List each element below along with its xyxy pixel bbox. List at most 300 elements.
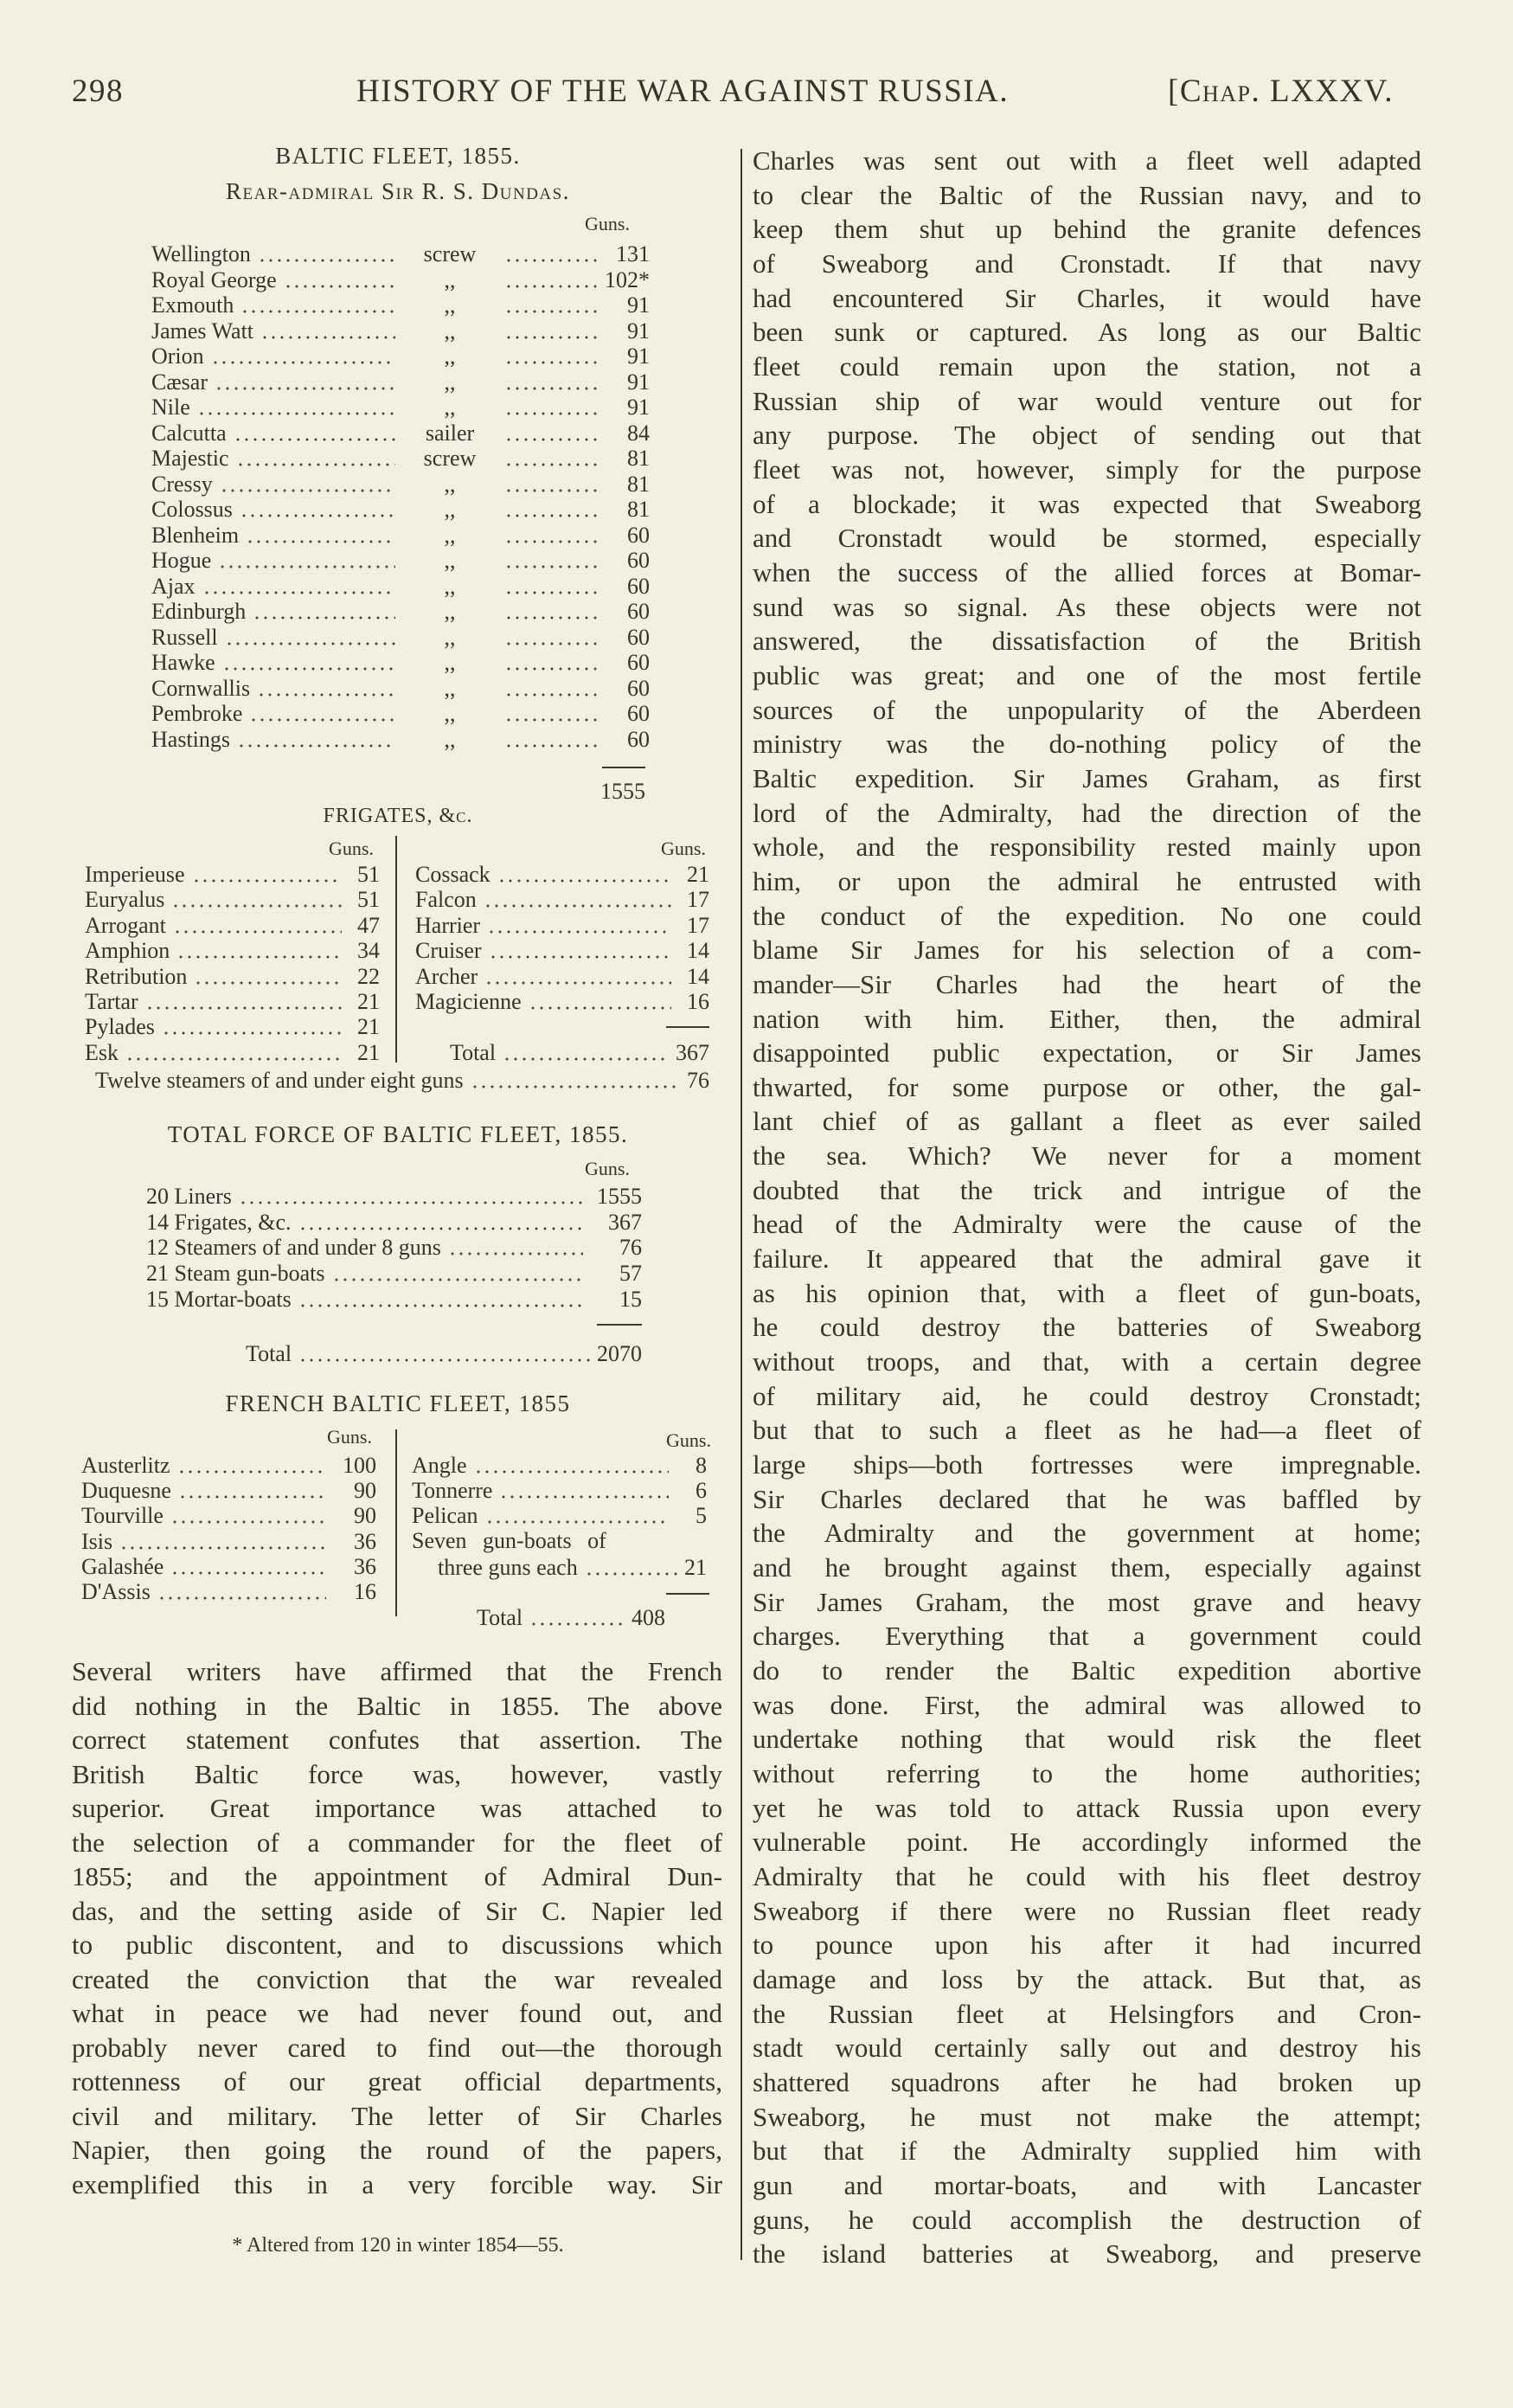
table-row (151, 472, 650, 498)
dot-leader (504, 310, 598, 313)
gun-count: 36 (354, 1528, 376, 1554)
text-line: Baltic expedition. Sir James Graham, as first (753, 762, 1421, 793)
dot-leader (585, 1572, 677, 1576)
text-line: mander—Sir Charles had the heart of the (753, 968, 1421, 999)
table-row (151, 344, 650, 369)
ship-name: D'Assis (81, 1579, 151, 1604)
text-line: Russian ship of war would venture out for (753, 385, 1421, 416)
table-row (151, 241, 650, 267)
text-line: the Admiralty and the government at home; (753, 1518, 1421, 1549)
gun-count: 22 (357, 963, 380, 989)
text-line: blame Sir James for his selection of a com- (753, 934, 1421, 966)
ship-name: Duquesne (81, 1478, 171, 1504)
sum-rule (666, 1593, 709, 1595)
dot-leader (504, 361, 598, 364)
propulsion-type: sailer (425, 420, 475, 446)
text-line: do to render the Baltic expedition abortive (753, 1655, 1421, 1686)
text-line: did nothing in the Baltic in 1855. The above (72, 1690, 722, 1721)
propulsion-type: ,, (444, 344, 456, 369)
french-total-label: Total (477, 1605, 523, 1630)
steamers-guns: 76 (687, 1068, 709, 1093)
guns-header: Guns. (666, 1429, 711, 1451)
text-line: created the conviction that the war revealed (72, 1963, 722, 1994)
baltic-fleet-subtitle: Rear-admiral Sir R. S. Dundas. (226, 178, 570, 204)
dot-leader (504, 540, 598, 543)
text-line: damage and loss by the attack. But that, as (753, 1963, 1421, 1994)
text-line: of Sweaborg and Cronstadt. If that navy (753, 247, 1421, 279)
text-line: he could destroy the batteries of Sweaborg (753, 1312, 1421, 1343)
dot-leader (192, 879, 342, 883)
text-line: sund was so signal. As these objects were not (753, 591, 1421, 622)
gun-count: 6 (696, 1478, 707, 1504)
ship-name: Edinburgh (151, 599, 247, 624)
text-line: Admiralty that he could with his fleet destroy (753, 1861, 1421, 1891)
table-row (151, 267, 650, 293)
guns-header: Guns. (661, 838, 706, 859)
ship-name: Cornwallis (151, 675, 251, 701)
ship-name: Arrogant (85, 912, 166, 938)
ship-name: 14 Frigates, &c. (146, 1209, 292, 1235)
gun-count: 60 (627, 522, 650, 548)
text-line: public was great; and one of the most fertile (753, 659, 1421, 690)
dot-leader (178, 1495, 326, 1499)
table-row (151, 497, 650, 523)
text-line: to clear the Baltic of the Russian navy, and to (753, 179, 1421, 210)
text-line: head of the Admiralty were the cause of the (753, 1209, 1421, 1240)
dot-leader (504, 463, 598, 466)
table-row (151, 318, 650, 344)
ship-name: Orion (151, 344, 204, 369)
table-row (81, 1503, 376, 1529)
gun-count: 21 (357, 1014, 380, 1040)
text-line: fleet could remain upon the station, not a (753, 350, 1421, 382)
gun-count: 60 (627, 599, 650, 624)
gun-count: 17 (687, 912, 709, 938)
dot-leader (487, 930, 671, 934)
dot-leader (237, 744, 395, 748)
sum-rule (666, 1026, 709, 1028)
ship-name: Colossus (151, 497, 233, 522)
guns-header: Guns. (585, 1158, 630, 1179)
dot-leader (220, 489, 395, 492)
dot-leader (504, 718, 598, 722)
text-line: any purpose. The object of sending out that (753, 420, 1421, 451)
ship-name: Austerlitz (81, 1453, 170, 1478)
text-line: the island batteries at Sweaborg, and preserve (753, 2238, 1421, 2270)
steamers-label: Twelve steamers of and under eight guns (95, 1068, 464, 1093)
baltic-total: 1555 (600, 779, 645, 804)
table-divider (395, 836, 397, 1063)
dot-leader (173, 930, 342, 934)
total-force-title: TOTAL FORCE OF BALTIC FLEET, 1855. (167, 1121, 629, 1147)
gun-count: 21 (357, 1039, 380, 1065)
table-row (151, 421, 650, 446)
text-line: yet he was told to attack Russia upon every (753, 1792, 1421, 1823)
dot-leader (202, 591, 395, 594)
dot-leader (504, 514, 598, 517)
table-divider (395, 1429, 397, 1616)
dot-leader (284, 285, 395, 288)
running-title: HISTORY OF THE WAR AGAINST RUSSIA. (356, 74, 1010, 109)
dot-leader (222, 667, 395, 671)
gun-count: 367 (608, 1209, 642, 1235)
gun-count: 16 (354, 1579, 376, 1604)
text-line: Charles was sent out with a fleet well adapted (753, 145, 1421, 176)
propulsion-type: screw (423, 241, 477, 266)
text-line: without troops, and that, with a certain degree (753, 1346, 1421, 1377)
table-row (81, 1579, 376, 1605)
gun-count: 91 (627, 395, 650, 420)
ship-name: Cossack (415, 862, 490, 887)
dot-leader (504, 565, 598, 568)
gun-count: 60 (627, 650, 650, 675)
table-row (85, 913, 380, 939)
text-line: was done. First, the admiral was allowed to (753, 1689, 1421, 1720)
dot-leader (499, 1495, 669, 1499)
text-line: Sweaborg if there were no Russian fleet ready (753, 1895, 1421, 1926)
propulsion-type: ,, (444, 395, 456, 420)
footnote: * Altered from 120 in winter 1854—55. (232, 2234, 564, 2257)
text-line: what in peace we had never found out, and (72, 1998, 722, 2028)
table-row (146, 1287, 642, 1313)
dot-leader (485, 1520, 669, 1524)
text-line: Sir James Graham, the most grave and heavy (753, 1586, 1421, 1617)
dot-leader (504, 285, 598, 288)
dot-leader (529, 1006, 671, 1010)
table-row (151, 292, 650, 318)
ship-name: 21 Steam gun-boats (146, 1261, 325, 1287)
table-row (85, 862, 380, 888)
text-line: but that to such a fleet as he had—a fleet of (753, 1415, 1421, 1446)
ship-name: 20 Liners (146, 1184, 232, 1209)
ship-name: Russell (151, 624, 218, 650)
dot-leader (504, 259, 598, 262)
ship-name: James Watt (151, 318, 254, 344)
text-line: of a blockade; it was expected that Sweaborg (753, 488, 1421, 519)
dot-leader (119, 1546, 326, 1550)
gun-count: 34 (357, 938, 380, 964)
ship-name: Magicienne (415, 989, 522, 1014)
propulsion-type: ,, (444, 522, 456, 548)
table-row (81, 1554, 376, 1580)
ship-name: Falcon (415, 887, 477, 913)
dot-leader (474, 1470, 669, 1474)
dot-leader (504, 642, 598, 645)
ship-name: Hawke (151, 650, 215, 675)
text-line: doubted that the trick and intrigue of the (753, 1174, 1421, 1205)
text-line: but that if the Admiralty supplied him with (753, 2135, 1421, 2167)
gun-count: 60 (627, 675, 650, 701)
table-row (412, 1478, 707, 1504)
dot-leader (215, 387, 395, 390)
guns-header: Guns. (329, 838, 374, 859)
text-line: ministry was the do-nothing policy of the (753, 729, 1421, 760)
text-line: been sunk or captured. As long as our Baltic (753, 317, 1421, 348)
table-row (151, 446, 650, 472)
dot-leader (218, 565, 395, 568)
propulsion-type: ,, (444, 650, 456, 675)
dot-leader (489, 955, 671, 959)
propulsion-type: ,, (444, 624, 456, 650)
ship-name: Amphion (85, 938, 170, 964)
table-row (85, 938, 380, 964)
table-row (151, 701, 650, 727)
dot-leader (504, 387, 598, 390)
table-row (151, 676, 650, 702)
dot-leader (211, 361, 395, 364)
text-line: the sea. Which? We never for a moment (753, 1140, 1421, 1172)
text-line: large ships—both fortresses were impregnable. (753, 1449, 1421, 1480)
table-row (85, 964, 380, 990)
page-number: 298 (72, 74, 124, 109)
gun-count: 60 (627, 573, 650, 599)
gun-count: 47 (357, 912, 380, 938)
ship-name: Harrier (415, 912, 481, 938)
frigates-title: FRIGATES, &c. (323, 805, 473, 827)
ship-name: Hastings (151, 726, 230, 752)
text-line: gun and mortar-boats, and with Lancaster (753, 2169, 1421, 2200)
force-total-label: Total (246, 1341, 292, 1366)
dot-leader (170, 1520, 326, 1524)
dot-leader (503, 1057, 669, 1061)
text-line: had encountered Sir Charles, it would have (753, 282, 1421, 313)
text-line: exemplified this in a very forcible way. Sir (72, 2168, 722, 2199)
ship-name: Pelican (412, 1503, 478, 1529)
text-line: 1855; and the appointment of Admiral Dun- (72, 1861, 722, 1891)
dot-leader (504, 591, 598, 594)
table-row (85, 1014, 380, 1040)
guns-header: Guns. (327, 1426, 372, 1448)
table-row (81, 1453, 376, 1479)
ship-name: Wellington (151, 241, 251, 266)
text-line: Several writers have affirmed that the French (72, 1656, 722, 1686)
text-line: failure. It appeared that the admiral gave it (753, 1243, 1421, 1275)
table-row (412, 1453, 707, 1479)
gun-count: 100 (343, 1453, 376, 1478)
gun-count: 14 (687, 938, 709, 964)
text-line: Sweaborg, he must not make the attempt; (753, 2101, 1421, 2132)
ship-name: 12 Steamers of and under 8 guns (146, 1235, 441, 1261)
table-row (151, 625, 650, 651)
dot-leader (504, 438, 598, 441)
dot-leader (504, 667, 598, 671)
table-row (415, 862, 709, 888)
ship-name: Exmouth (151, 292, 234, 318)
gun-count: 81 (627, 446, 650, 471)
ship-name: Blenheim (151, 522, 240, 548)
dot-leader (239, 1201, 583, 1204)
ship-name: Galashée (81, 1553, 164, 1579)
guns-header: Guns. (585, 213, 630, 234)
text-line: to pounce upon his after it had incurred (753, 1930, 1421, 1961)
dot-leader (484, 981, 671, 985)
gun-count: 131 (616, 241, 650, 266)
gun-count: 102* (605, 266, 650, 292)
table-row (151, 574, 650, 600)
ship-name: 15 Mortar-boats (146, 1286, 292, 1312)
dot-leader (145, 1006, 342, 1010)
text-line: and he brought against them, especially against (753, 1552, 1421, 1583)
gun-count: 21 (357, 989, 380, 1014)
text-line: without referring to the home authorities; (753, 1758, 1421, 1789)
text-line: of military aid, he could destroy Cronstadt; (753, 1380, 1421, 1411)
text-line: das, and the setting aside of Sir C. Napier led (72, 1895, 722, 1926)
text-line: sources of the unpopularity of the Aberdeen (753, 694, 1421, 725)
table-row (151, 727, 650, 753)
propulsion-type: ,, (444, 573, 456, 599)
dot-leader (497, 879, 671, 883)
text-line: as his opinion that, with a fleet of gun-boats, (753, 1277, 1421, 1308)
dot-leader (529, 1622, 625, 1626)
gun-count: 51 (357, 862, 380, 887)
gun-count: 17 (687, 887, 709, 913)
dot-leader (504, 489, 598, 492)
propulsion-type: ,, (444, 599, 456, 624)
ship-name: Isis (81, 1528, 113, 1554)
dot-leader (504, 693, 598, 697)
ship-name: Retribution (85, 963, 188, 989)
propulsion-type: ,, (444, 726, 456, 752)
text-line: rottenness of our great official departments, (72, 2066, 722, 2097)
ship-name: Cruiser (415, 938, 482, 964)
table-row (81, 1478, 376, 1504)
text-line: vulnerable point. He accordingly informed the (753, 1827, 1421, 1858)
gun-count: 57 (619, 1261, 642, 1287)
propulsion-type: ,, (444, 292, 456, 318)
text-line: him, or upon the admiral he entrusted with (753, 865, 1421, 896)
table-row (415, 964, 709, 990)
dot-leader (246, 540, 395, 543)
table-row (151, 395, 650, 421)
dot-leader (162, 1031, 342, 1035)
dot-leader (177, 1470, 326, 1474)
dot-leader (234, 438, 395, 441)
column-divider (740, 149, 742, 2260)
ship-name: Tourville (81, 1503, 163, 1529)
text-line: civil and military. The letter of Sir Charles (72, 2100, 722, 2131)
text-line: whole, and the responsibility rested mainly upon (753, 832, 1421, 863)
dot-leader (504, 616, 598, 620)
text-line: and Cronstadt would be stormed, especially (753, 523, 1421, 554)
dot-leader (197, 412, 395, 415)
ship-name: Hogue (151, 548, 212, 573)
dot-leader (170, 1571, 326, 1575)
table-row (151, 599, 650, 625)
ship-name: Nile (151, 395, 190, 420)
dot-leader (504, 412, 598, 415)
french-total: 408 (631, 1605, 665, 1630)
text-line: when the success of the allied forces at Bomar- (753, 556, 1421, 588)
table-row (146, 1235, 642, 1261)
gun-count: 14 (687, 963, 709, 989)
dot-leader (332, 1278, 583, 1281)
dot-leader (260, 336, 395, 339)
ship-name: Imperieuse (85, 862, 185, 887)
text-line: British Baltic force was, however, vastly (72, 1758, 722, 1789)
gun-count: 91 (627, 292, 650, 318)
dot-leader (236, 463, 395, 466)
gun-count: 8 (696, 1453, 707, 1478)
dot-leader (225, 642, 395, 645)
table-row (85, 1040, 380, 1066)
ship-name: Cressy (151, 471, 213, 497)
text-line: Sir Charles declared that he was baffled by (753, 1483, 1421, 1514)
dot-leader (194, 981, 342, 985)
text-line: guns, he could accomplish the destruction of (753, 2204, 1421, 2235)
table-row (415, 913, 709, 939)
gunboats-guns: 21 (684, 1555, 707, 1580)
chapter-label: [Chap. LXXXV. (1168, 74, 1394, 109)
text-line: keep them shut up behind the granite defences (753, 214, 1421, 245)
table-row (415, 938, 709, 964)
text-line: nation with him. Either, then, the admiral (753, 1003, 1421, 1034)
table-row (151, 548, 650, 574)
dot-leader (298, 1304, 583, 1307)
ship-name: Euryalus (85, 887, 165, 913)
ship-name: Angle (412, 1453, 467, 1478)
table-row (151, 523, 650, 549)
dot-leader (171, 904, 342, 908)
dot-leader (257, 693, 395, 697)
gun-count: 90 (354, 1503, 376, 1529)
gunboats-label-1: Seven gun-boats of (412, 1528, 606, 1553)
text-line: Napier, then going the round of the papers, (72, 2135, 722, 2165)
dot-leader (240, 310, 395, 313)
gun-count: 60 (627, 726, 650, 752)
propulsion-type: ,, (444, 701, 456, 726)
gun-count: 81 (627, 497, 650, 522)
gun-count: 91 (627, 318, 650, 344)
propulsion-type: screw (423, 446, 477, 471)
dot-leader (504, 744, 598, 748)
text-line: charges. Everything that a government could (753, 1621, 1421, 1652)
dot-leader (258, 259, 395, 262)
table-row (81, 1529, 376, 1555)
text-line: fleet was not, however, simply for the purpose (753, 453, 1421, 485)
text-line: superior. Great importance was attached to (72, 1793, 722, 1823)
ship-name: Tonnerre (412, 1478, 493, 1504)
gun-count: 60 (627, 701, 650, 726)
frigates-total: 367 (676, 1040, 709, 1065)
table-row (85, 887, 380, 913)
propulsion-type: ,, (444, 266, 456, 292)
text-line: lord of the Admiralty, had the direction of the (753, 797, 1421, 828)
ship-name: Royal George (151, 266, 277, 292)
ship-name: Ajax (151, 573, 196, 599)
dot-leader (484, 904, 671, 908)
gun-count: 51 (357, 887, 380, 913)
gun-count: 90 (354, 1478, 376, 1504)
gun-count: 16 (687, 989, 709, 1014)
gun-count: 5 (696, 1503, 707, 1529)
gun-count: 84 (627, 420, 650, 446)
force-total: 2070 (597, 1341, 642, 1366)
text-line: the conduct of the expedition. No one could (753, 900, 1421, 931)
ship-name: Tartar (85, 989, 138, 1014)
ship-name: Pylades (85, 1014, 155, 1040)
table-row (146, 1261, 642, 1287)
gun-count: 15 (619, 1286, 642, 1312)
dot-leader (471, 1085, 680, 1088)
table-row (151, 650, 650, 676)
gunboats-label-2: three guns each (438, 1555, 578, 1580)
dot-leader (298, 1358, 590, 1362)
gun-count: 60 (627, 624, 650, 650)
text-line: the selection of a commander for the fleet of (72, 1827, 722, 1858)
table-row (146, 1210, 642, 1236)
dot-leader (240, 514, 395, 517)
propulsion-type: ,, (444, 471, 456, 497)
